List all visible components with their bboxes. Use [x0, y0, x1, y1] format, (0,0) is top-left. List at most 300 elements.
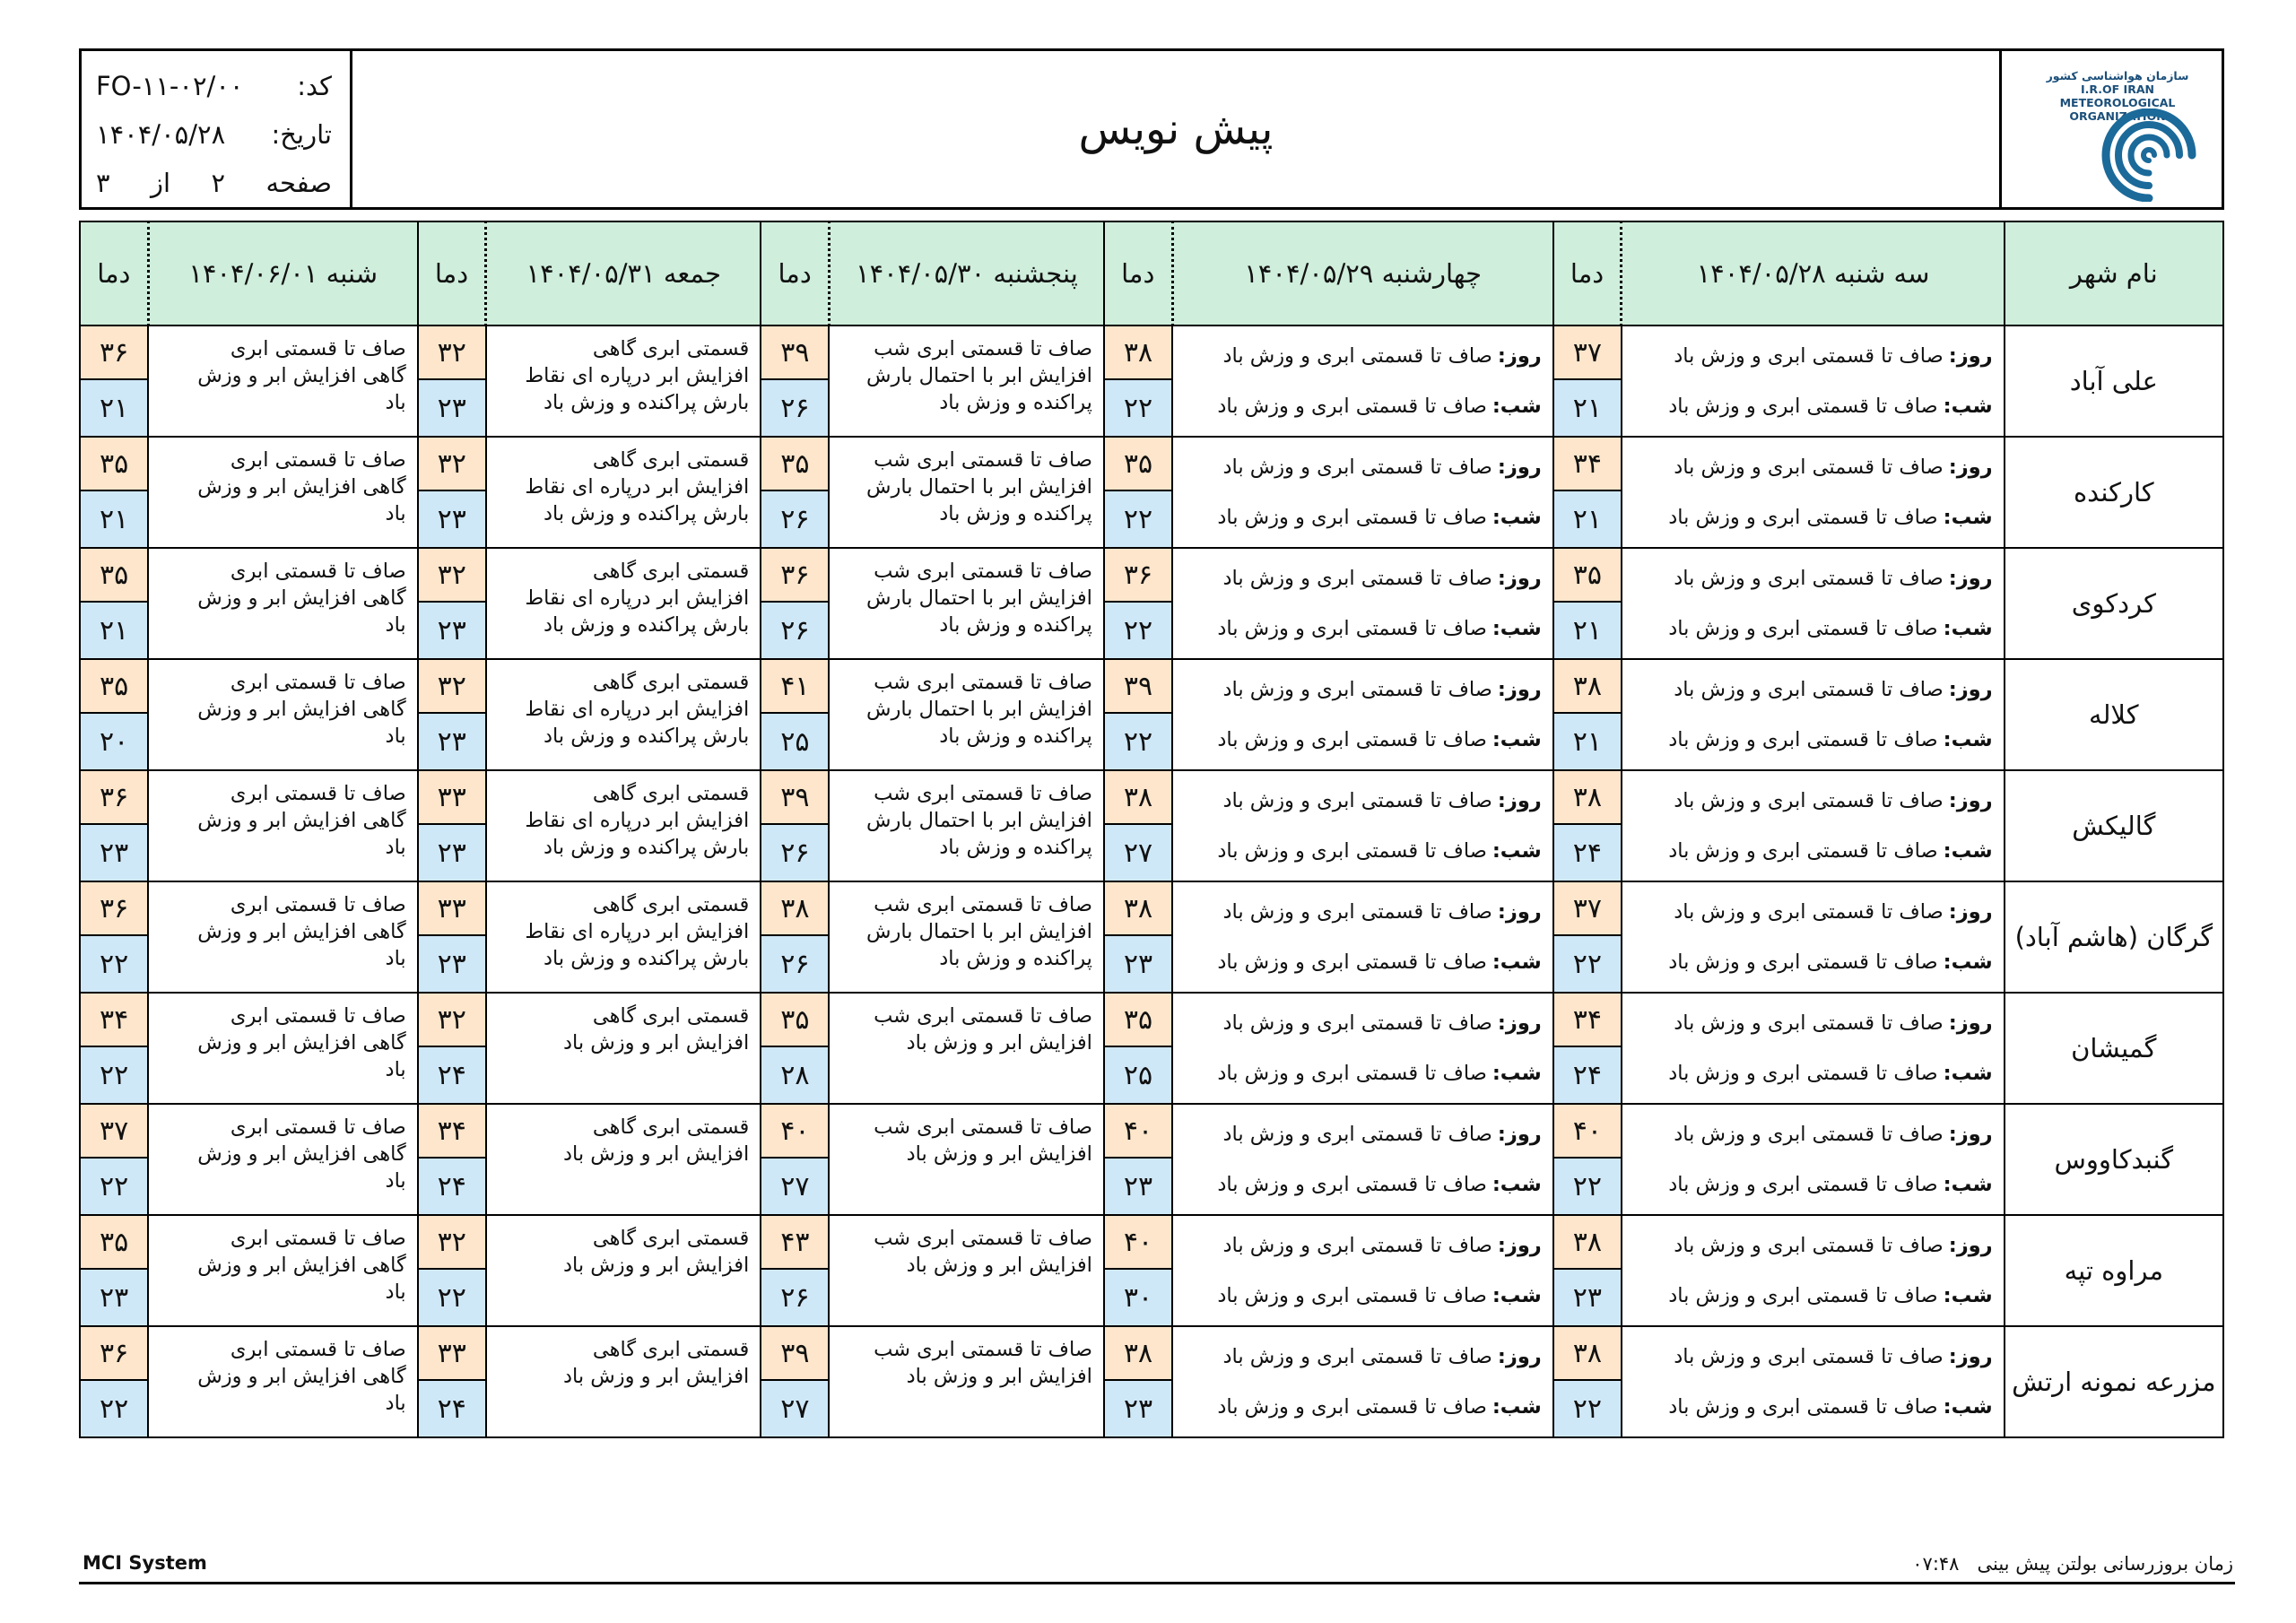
temp-column-header: دما — [1553, 221, 1622, 325]
day-forecast — [1180, 664, 1542, 715]
day-label: روز: — [1497, 344, 1542, 368]
min-temperature: ۲۲ — [1105, 380, 1171, 436]
day-forecast — [1630, 776, 1993, 826]
forecast-line: گاهی افزایش ابر و وزش — [197, 809, 406, 832]
temperature-cell — [761, 881, 829, 993]
night-forecast — [1180, 826, 1542, 876]
min-temperature: ۲۴ — [419, 1159, 485, 1214]
forecast-line: افزایش ابر با احتمال بارش — [866, 920, 1092, 943]
day-column-header: چهارشنبه ۱۴۰۴/۰۵/۲۹ — [1172, 221, 1553, 325]
day-night-forecast-cell — [1172, 881, 1553, 993]
min-temperature: ۲۲ — [1105, 714, 1171, 769]
logo-text-en-3: ORGANIZATION — [2069, 109, 2166, 123]
forecast-line: باد — [385, 1169, 406, 1193]
table-row — [80, 1215, 2223, 1326]
max-temperature: ۳۸ — [1554, 1327, 1621, 1381]
page-row — [96, 159, 332, 207]
max-temperature: ۳۴ — [1554, 438, 1621, 491]
footer-update-time: ۰۷:۴۸ — [1912, 1553, 1960, 1575]
forecast-line: قسمتی ابری گاهی — [592, 448, 750, 472]
city-name: گمیشان — [2005, 993, 2223, 1104]
city-name: کلاله — [2005, 659, 2223, 770]
forecast-text-cell — [148, 548, 418, 659]
temperature-cell — [80, 437, 148, 548]
forecast-line: قسمتی ابری گاهی — [592, 337, 750, 360]
forecast-text-cell — [486, 437, 761, 548]
max-temperature: ۳۵ — [1105, 438, 1171, 491]
night-forecast — [1630, 1382, 1993, 1432]
table-row — [80, 325, 2223, 437]
temperature-cell — [1553, 659, 1622, 770]
forecast-text-cell — [829, 325, 1104, 437]
night-forecast — [1180, 1159, 1542, 1210]
max-temperature: ۴۰ — [1554, 1105, 1621, 1159]
temperature-cell — [418, 325, 486, 437]
night-forecast-text: صاف تا قسمتی ابری و وزش باد — [1668, 1284, 1938, 1307]
night-label: شب: — [1492, 617, 1542, 640]
max-temperature: ۳۹ — [761, 326, 828, 380]
min-temperature: ۲۳ — [419, 380, 485, 436]
table-row — [80, 993, 2223, 1104]
max-temperature: ۴۰ — [761, 1105, 828, 1159]
min-temperature: ۲۶ — [761, 825, 828, 881]
day-forecast-text: صاف تا قسمتی ابری و وزش باد — [1674, 456, 1944, 479]
temperature-cell — [1553, 1215, 1622, 1326]
min-temperature: ۲۵ — [1105, 1047, 1171, 1103]
night-forecast-text: صاف تا قسمتی ابری و وزش باد — [1217, 1173, 1487, 1196]
temperature-cell — [1553, 881, 1622, 993]
day-forecast — [1630, 1220, 1993, 1271]
forecast-line: قسمتی ابری گاهی — [592, 1227, 750, 1250]
day-label: روز: — [1497, 789, 1542, 812]
min-temperature: ۲۱ — [81, 603, 147, 658]
max-temperature: ۳۵ — [761, 994, 828, 1047]
date-row — [96, 110, 332, 159]
max-temperature: ۳۶ — [81, 326, 147, 380]
day-night-forecast-cell — [1622, 437, 2005, 548]
night-label: شب: — [1943, 1173, 1993, 1196]
temperature-cell — [80, 881, 148, 993]
min-temperature: ۲۳ — [419, 936, 485, 992]
temperature-cell — [418, 1104, 486, 1215]
min-temperature: ۲۲ — [419, 1270, 485, 1325]
temp-column-header: دما — [418, 221, 486, 325]
forecast-text-cell — [829, 1326, 1104, 1437]
forecast-line: باد — [385, 947, 406, 970]
forecast-text-cell — [829, 1215, 1104, 1326]
night-forecast-text: صاف تا قسمتی ابری و وزش باد — [1668, 617, 1938, 640]
day-forecast — [1180, 998, 1542, 1048]
day-forecast-text: صاف تا قسمتی ابری و وزش باد — [1674, 1123, 1944, 1146]
night-label: شب: — [1492, 839, 1542, 863]
temperature-cell — [80, 770, 148, 881]
day-forecast — [1630, 331, 1993, 381]
min-temperature: ۳۰ — [1105, 1270, 1171, 1325]
city-column-header: نام شهر — [2005, 221, 2223, 325]
forecast-line: افزایش ابر درپاره ای نقاط — [525, 809, 750, 832]
min-temperature: ۲۷ — [1105, 825, 1171, 881]
forecast-line: گاهی افزایش ابر و وزش — [197, 1365, 406, 1388]
forecast-line: باد — [385, 836, 406, 859]
night-forecast — [1180, 1048, 1542, 1098]
forecast-line: صاف تا قسمتی ابری — [230, 1115, 406, 1139]
forecast-text-cell — [486, 659, 761, 770]
night-forecast — [1630, 492, 1993, 542]
temperature-cell — [80, 1215, 148, 1326]
forecast-text-cell — [486, 770, 761, 881]
forecast-line: صاف تا قسمتی ابری شب — [874, 337, 1092, 360]
min-temperature: ۲۱ — [81, 491, 147, 547]
day-forecast-text: صاف تا قسمتی ابری و وزش باد — [1222, 344, 1492, 368]
forecast-text-cell — [486, 1104, 761, 1215]
table-row — [80, 881, 2223, 993]
night-forecast-text: صاف تا قسمتی ابری و وزش باد — [1217, 950, 1487, 974]
forecast-line: بارش پراکنده و وزش باد — [544, 947, 750, 970]
forecast-table — [79, 221, 2224, 1438]
day-forecast-text: صاف تا قسمتی ابری و وزش باد — [1222, 678, 1492, 701]
night-forecast-text: صاف تا قسمتی ابری و وزش باد — [1668, 728, 1938, 751]
max-temperature: ۳۸ — [1105, 326, 1171, 380]
max-temperature: ۳۶ — [761, 549, 828, 603]
temperature-cell — [761, 548, 829, 659]
city-name: گنبدکاووس — [2005, 1104, 2223, 1215]
night-forecast-text: صاف تا قسمتی ابری و وزش باد — [1668, 506, 1938, 529]
min-temperature: ۲۳ — [419, 491, 485, 547]
day-forecast-text: صاف تا قسمتی ابری و وزش باد — [1674, 344, 1944, 368]
day-forecast — [1630, 553, 1993, 603]
temperature-cell — [80, 993, 148, 1104]
night-label: شب: — [1943, 1062, 1993, 1085]
night-label: شب: — [1943, 728, 1993, 751]
night-label: شب: — [1943, 950, 1993, 974]
day-label: روز: — [1948, 900, 1993, 924]
forecast-line: بارش پراکنده و وزش باد — [544, 836, 750, 859]
day-night-forecast-cell — [1172, 659, 1553, 770]
forecast-text-cell — [148, 1215, 418, 1326]
night-label: شب: — [1492, 950, 1542, 974]
temperature-cell — [761, 1215, 829, 1326]
day-label: روز: — [1948, 678, 1993, 701]
code-value: FO-۱۱-۰۲/۰۰ — [96, 71, 244, 101]
night-forecast — [1630, 1271, 1993, 1321]
forecast-line: قسمتی ابری گاهی — [592, 1004, 750, 1028]
min-temperature: ۲۶ — [761, 936, 828, 992]
forecast-text-cell — [148, 993, 418, 1104]
night-label: شب: — [1943, 839, 1993, 863]
max-temperature: ۳۶ — [81, 771, 147, 825]
day-label: روز: — [1497, 678, 1542, 701]
forecast-line: افزایش ابر درپاره ای نقاط — [525, 586, 750, 610]
max-temperature: ۳۸ — [1105, 1327, 1171, 1381]
table-header-row — [80, 221, 2223, 325]
day-forecast — [1180, 776, 1542, 826]
day-label: روز: — [1948, 1123, 1993, 1146]
forecast-line: باد — [385, 725, 406, 748]
day-label: روز: — [1948, 789, 1993, 812]
city-name: مزرعه نمونه ارتش — [2005, 1326, 2223, 1437]
day-label: روز: — [1497, 1345, 1542, 1368]
night-forecast-text: صاف تا قسمتی ابری و وزش باد — [1668, 839, 1938, 863]
forecast-line: صاف تا قسمتی ابری شب — [874, 1115, 1092, 1139]
day-label: روز: — [1497, 1123, 1542, 1146]
night-forecast — [1630, 603, 1993, 654]
night-label: شب: — [1492, 1062, 1542, 1085]
day-night-forecast-cell — [1172, 437, 1553, 548]
max-temperature: ۳۳ — [419, 771, 485, 825]
forecast-line: قسمتی ابری گاهی — [592, 1115, 750, 1139]
forecast-line: باد — [385, 1280, 406, 1304]
city-name: کارکنده — [2005, 437, 2223, 548]
forecast-text-cell — [486, 993, 761, 1104]
forecast-text-cell — [148, 1326, 418, 1437]
city-name: کردکوی — [2005, 548, 2223, 659]
min-temperature: ۲۲ — [81, 1159, 147, 1214]
forecast-line: افزایش ابر درپاره ای نقاط — [525, 920, 750, 943]
temperature-cell — [1553, 1326, 1622, 1437]
max-temperature: ۳۳ — [419, 1327, 485, 1381]
forecast-line: قسمتی ابری گاهی — [592, 782, 750, 805]
table-body — [80, 325, 2223, 1437]
forecast-line: بارش پراکنده و وزش باد — [544, 391, 750, 414]
night-label: شب: — [1943, 617, 1993, 640]
forecast-line: صاف تا قسمتی ابری — [230, 782, 406, 805]
forecast-line: صاف تا قسمتی ابری — [230, 337, 406, 360]
day-night-forecast-cell — [1622, 993, 2005, 1104]
page-label: صفحه — [265, 168, 332, 198]
min-temperature: ۲۲ — [1554, 1381, 1621, 1436]
temperature-cell — [418, 1215, 486, 1326]
forecast-line: گاهی افزایش ابر و وزش — [197, 920, 406, 943]
footer-update-info — [1912, 1553, 2233, 1575]
max-temperature: ۳۴ — [1554, 994, 1621, 1047]
forecast-line: صاف تا قسمتی ابری شب — [874, 448, 1092, 472]
temperature-cell — [761, 659, 829, 770]
night-forecast — [1180, 715, 1542, 765]
forecast-text-cell — [829, 770, 1104, 881]
max-temperature: ۳۸ — [1105, 771, 1171, 825]
city-name: مراوه تپه — [2005, 1215, 2223, 1326]
temperature-cell — [761, 1104, 829, 1215]
temp-column-header: دما — [761, 221, 829, 325]
night-forecast-text: صاف تا قسمتی ابری و وزش باد — [1217, 617, 1487, 640]
table-row — [80, 659, 2223, 770]
max-temperature: ۳۲ — [419, 994, 485, 1047]
temperature-cell — [761, 770, 829, 881]
forecast-line: بارش پراکنده و وزش باد — [544, 613, 750, 637]
day-label: روز: — [1948, 344, 1993, 368]
day-label: روز: — [1497, 1011, 1542, 1035]
forecast-text-cell — [829, 437, 1104, 548]
forecast-text-cell — [148, 1104, 418, 1215]
night-forecast — [1180, 1382, 1542, 1432]
min-temperature: ۲۵ — [761, 714, 828, 769]
night-label: شب: — [1943, 1395, 1993, 1419]
temperature-cell — [1104, 548, 1172, 659]
day-forecast-text: صاف تا قسمتی ابری و وزش باد — [1222, 456, 1492, 479]
min-temperature: ۲۳ — [1105, 1381, 1171, 1436]
forecast-line: افزایش ابر و وزش باد — [562, 1142, 750, 1166]
forecast-line: قسمتی ابری گاهی — [592, 893, 750, 916]
code-row — [96, 62, 332, 110]
day-night-forecast-cell — [1172, 548, 1553, 659]
table-row — [80, 1326, 2223, 1437]
temperature-cell — [761, 325, 829, 437]
day-label: روز: — [1497, 456, 1542, 479]
max-temperature: ۳۲ — [419, 438, 485, 491]
forecast-line: صاف تا قسمتی ابری — [230, 560, 406, 583]
max-temperature: ۴۱ — [761, 660, 828, 714]
day-forecast-text: صاف تا قسمتی ابری و وزش باد — [1222, 789, 1492, 812]
page-title: پیش نویس — [1078, 104, 1274, 154]
forecast-line: صاف تا قسمتی ابری — [230, 1338, 406, 1361]
forecast-line: قسمتی ابری گاهی — [592, 671, 750, 694]
night-forecast — [1180, 1271, 1542, 1321]
max-temperature: ۳۶ — [1105, 549, 1171, 603]
max-temperature: ۳۷ — [81, 1105, 147, 1159]
night-forecast-text: صاف تا قسمتی ابری و وزش باد — [1668, 395, 1938, 418]
temperature-cell — [80, 548, 148, 659]
forecast-text-cell — [829, 1104, 1104, 1215]
temperature-cell — [80, 659, 148, 770]
footer-divider — [79, 1582, 2235, 1584]
forecast-line: صاف تا قسمتی ابری شب — [874, 560, 1092, 583]
day-forecast-text: صاف تا قسمتی ابری و وزش باد — [1674, 567, 1944, 590]
night-forecast — [1630, 381, 1993, 431]
temperature-cell — [418, 1326, 486, 1437]
city-name: گرگان (هاشم آباد) — [2005, 881, 2223, 993]
max-temperature: ۴۳ — [761, 1216, 828, 1270]
night-forecast — [1630, 937, 1993, 987]
forecast-line: افزایش ابر درپاره ای نقاط — [525, 698, 750, 721]
min-temperature: ۲۶ — [761, 1270, 828, 1325]
night-forecast — [1630, 1048, 1993, 1098]
night-forecast — [1630, 826, 1993, 876]
min-temperature: ۲۲ — [1105, 491, 1171, 547]
forecast-line: افزایش ابر و وزش باد — [906, 1031, 1092, 1055]
day-label: روز: — [1948, 1011, 1993, 1035]
forecast-line: گاهی افزایش ابر و وزش — [197, 364, 406, 387]
night-forecast — [1180, 381, 1542, 431]
day-night-forecast-cell — [1622, 659, 2005, 770]
city-name: علی آباد — [2005, 325, 2223, 437]
temperature-cell — [1104, 1104, 1172, 1215]
max-temperature: ۳۸ — [1554, 660, 1621, 714]
logo-box — [1999, 51, 2222, 207]
night-forecast — [1630, 715, 1993, 765]
forecast-line: صاف تا قسمتی ابری شب — [874, 893, 1092, 916]
forecast-line: افزایش ابر و وزش باد — [562, 1254, 750, 1277]
forecast-line: صاف تا قسمتی ابری شب — [874, 782, 1092, 805]
min-temperature: ۲۸ — [761, 1047, 828, 1103]
table-row — [80, 1104, 2223, 1215]
page-total: ۳ — [96, 168, 110, 198]
forecast-text-cell — [148, 770, 418, 881]
forecast-text-cell — [486, 325, 761, 437]
max-temperature: ۳۷ — [1554, 326, 1621, 380]
night-forecast — [1180, 937, 1542, 987]
forecast-line: پراکنده و وزش باد — [939, 725, 1092, 748]
day-column-header: شنبه ۱۴۰۴/۰۶/۰۱ — [148, 221, 418, 325]
forecast-line: افزایش ابر با احتمال بارش — [866, 475, 1092, 499]
night-forecast — [1180, 492, 1542, 542]
document-header — [79, 48, 2224, 210]
forecast-text-cell — [829, 548, 1104, 659]
forecast-line: افزایش ابر و وزش باد — [906, 1254, 1092, 1277]
day-label: روز: — [1497, 567, 1542, 590]
max-temperature: ۳۲ — [419, 549, 485, 603]
temperature-cell — [1104, 659, 1172, 770]
temperature-cell — [1104, 993, 1172, 1104]
day-forecast — [1630, 887, 1993, 937]
max-temperature: ۳۶ — [81, 1327, 147, 1381]
day-forecast-text: صاف تا قسمتی ابری و وزش باد — [1674, 1011, 1944, 1035]
min-temperature: ۲۳ — [1105, 1159, 1171, 1214]
forecast-line: افزایش ابر و وزش باد — [562, 1365, 750, 1388]
temperature-cell — [80, 325, 148, 437]
night-label: شب: — [1492, 1173, 1542, 1196]
day-night-forecast-cell — [1622, 1104, 2005, 1215]
temperature-cell — [761, 1326, 829, 1437]
temp-column-header: دما — [1104, 221, 1172, 325]
night-label: شب: — [1943, 506, 1993, 529]
temperature-cell — [1553, 437, 1622, 548]
temperature-cell — [418, 659, 486, 770]
min-temperature: ۲۳ — [419, 603, 485, 658]
day-night-forecast-cell — [1172, 770, 1553, 881]
night-forecast-text: صاف تا قسمتی ابری و وزش باد — [1668, 1173, 1938, 1196]
day-night-forecast-cell — [1172, 1104, 1553, 1215]
forecast-line: صاف تا قسمتی ابری شب — [874, 1227, 1092, 1250]
day-night-forecast-cell — [1622, 770, 2005, 881]
day-night-forecast-cell — [1172, 1215, 1553, 1326]
min-temperature: ۲۱ — [1554, 380, 1621, 436]
min-temperature: ۲۳ — [1554, 1270, 1621, 1325]
day-night-forecast-cell — [1172, 1326, 1553, 1437]
day-label: روز: — [1948, 456, 1993, 479]
max-temperature: ۳۹ — [761, 1327, 828, 1381]
max-temperature: ۴۰ — [1105, 1105, 1171, 1159]
forecast-line: صاف تا قسمتی ابری شب — [874, 1338, 1092, 1361]
max-temperature: ۳۵ — [761, 438, 828, 491]
forecast-line: صاف تا قسمتی ابری — [230, 1004, 406, 1028]
night-forecast-text: صاف تا قسمتی ابری و وزش باد — [1217, 395, 1487, 418]
max-temperature: ۳۹ — [1105, 660, 1171, 714]
day-forecast — [1630, 1109, 1993, 1159]
temperature-cell — [1553, 993, 1622, 1104]
min-temperature: ۲۱ — [81, 380, 147, 436]
max-temperature: ۳۸ — [1554, 1216, 1621, 1270]
day-night-forecast-cell — [1622, 325, 2005, 437]
day-night-forecast-cell — [1622, 881, 2005, 993]
forecast-line: افزایش ابر و وزش باد — [906, 1142, 1092, 1166]
day-forecast-text: صاف تا قسمتی ابری و وزش باد — [1674, 789, 1944, 812]
page-current: ۲ — [211, 168, 226, 198]
date-value: ۱۴۰۴/۰۵/۲۸ — [96, 119, 226, 150]
day-forecast-text: صاف تا قسمتی ابری و وزش باد — [1674, 678, 1944, 701]
min-temperature: ۲۰ — [81, 714, 147, 769]
table-row — [80, 770, 2223, 881]
forecast-text-cell — [829, 659, 1104, 770]
forecast-line: گاهی افزایش ابر و وزش — [197, 475, 406, 499]
min-temperature: ۲۴ — [1554, 825, 1621, 881]
max-temperature: ۳۵ — [1554, 549, 1621, 603]
night-forecast-text: صاف تا قسمتی ابری و وزش باد — [1217, 1395, 1487, 1419]
night-forecast-text: صاف تا قسمتی ابری و وزش باد — [1217, 1062, 1487, 1085]
min-temperature: ۲۱ — [1554, 491, 1621, 547]
forecast-line: قسمتی ابری گاهی — [592, 560, 750, 583]
forecast-line: گاهی افزایش ابر و وزش — [197, 1254, 406, 1277]
logo-text-en-2: METEOROLOGICAL — [2059, 96, 2176, 109]
